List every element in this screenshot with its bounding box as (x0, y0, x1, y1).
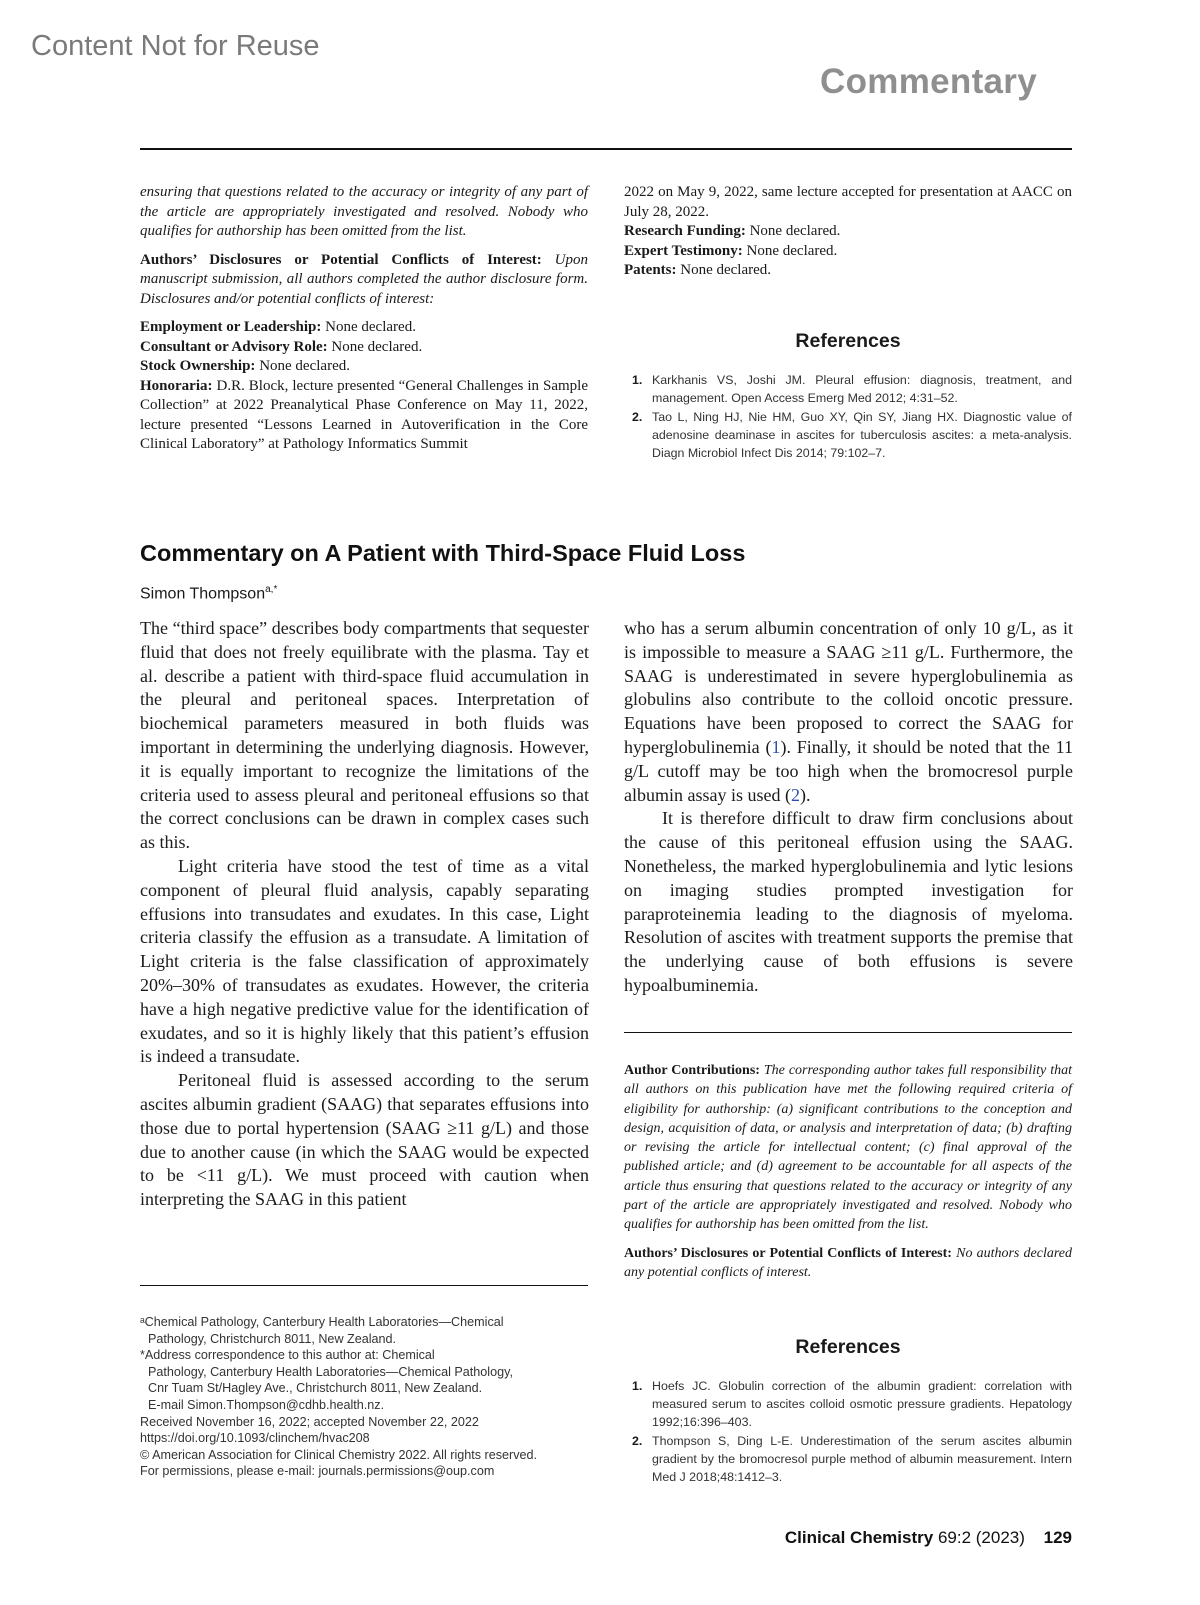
prev-funding (624, 222, 1072, 242)
prev-references-title: References (795, 330, 901, 352)
watermark-text: Content Not for Reuse (31, 30, 320, 62)
citation-link-2[interactable]: 2 (790, 784, 800, 805)
disclosures-label: Authors’ Disclosures or Potential Conflicts of Interest: (624, 1245, 952, 1261)
author-affiliation-marks: a,* (265, 584, 278, 595)
copyright-notice: © American Association for Clinical Chemistry 2022. All rights reserved. (140, 1447, 538, 1462)
prev-article-left-column (140, 183, 588, 455)
paragraph-2: Light criteria have stood the test of time as a vital component of pleural fluid analysis, capably separating effusions into transudates and exudates. In this case, Light criteria classify the effusion as a transudate. A limitation of Light criteria is the false classification of approximately 20%–30% of transudates as exudates. However, the criteria have a high negative predictive value for the identification of exudates, and so it is highly likely that this patient’s effusion is indeed a transudate. (140, 855, 589, 1067)
references-section (624, 1336, 1072, 1487)
reference-text: Thompson S, Ding L-E. Underestimation of the serum ascites albumin gradient by the bromocresol purple method of albumin measurement. Intern Med J 2018;48:1412–3. (652, 1434, 1072, 1484)
page-number: 129 (1043, 1528, 1072, 1547)
author-disclosures (624, 1244, 1072, 1283)
reference-item (624, 371, 1072, 407)
correspondence-email: E-mail Simon.Thompson@cdhb.health.nz. (148, 1397, 385, 1412)
footnotes (140, 1314, 588, 1480)
employment-text: None declared. (325, 319, 416, 335)
prev-honoraria-continued: 2022 on May 9, 2022, same lecture accepted for presentation at AACC on July 28, 2022. (624, 184, 1072, 220)
prev-testimony (624, 242, 1072, 262)
paragraph-3: Peritoneal fluid is assessed according to the serum ascites albumin gradient (SAAG) that separates effusions into those due to portal hypertension (SAAG ≥11 g/L) and those due to another cause (in which the SAAG would be expected to be <11 g/L). We must proceed with caution when interpreting the SAAG in this patient (140, 1070, 589, 1210)
page-footer (785, 1528, 1072, 1548)
prev-patents (624, 261, 1072, 281)
article-author (140, 584, 277, 603)
prev-disclosures (140, 251, 588, 310)
honoraria-label: Honoraria: (140, 377, 213, 394)
reference-number: 1. (632, 1379, 643, 1393)
section-label: Commentary (820, 62, 1037, 101)
paragraph-4-part-a: who has a serum albumin concentration of only 10 g/L, as it is impossible to measure a SAAG ≥11 g/L. Furthermore, the SAAG is underestimated in severe hyperglobulinemia as globulins also contribute to the colloid oncotic pressure. Equations have been proposed to correct the SAAG for hyperglobulinemia ( (624, 618, 1073, 757)
article-body-left (140, 617, 589, 1212)
citation-link-1[interactable]: 1 (771, 736, 781, 757)
consultant-text: None declared. (331, 338, 423, 355)
top-rule (140, 148, 1072, 150)
prev-stock (140, 357, 588, 377)
references-list (624, 1377, 1072, 1486)
paragraph-5: It is therefore difficult to draw firm conclusions about the cause of this peritoneal effusion using the SAAG. Nonetheless, the marked hyperglobulinemia and lytic lesions on imaging studies prompted investigation for paraproteinemia leading to the diagnosis of myeloma. Resolution of ascites with treatment supports the premise that the underlying cause of both effusions is severe hypoalbuminemia. (624, 808, 1073, 995)
employment-label: Employment or Leadership: (140, 319, 322, 335)
honoraria-text: D.R. Block, lecture presented “General Challenges in Sample Collection” at 2022 Preanalytical Phase Conference on May 11, 2022, lecture presented “Lessons Learned in Autoverification in the Core Clinical Laboratory” at Pathology Informatics Summit (140, 377, 588, 452)
references-title: References (795, 1336, 901, 1358)
paragraph-4-part-b: ). Finally, it should be noted that the 11 g/L cutoff may be too high when the bromocresol purple albumin assay is used ( (624, 736, 1073, 805)
paragraph-4-part-c: ). (799, 784, 811, 805)
footnote-divider (140, 1285, 588, 1286)
consultant-label: Consultant or Advisory Role: (140, 338, 328, 355)
testimony-text: None declared. (746, 242, 838, 259)
funding-label: Research Funding: (624, 223, 746, 239)
disclosures-text: No authors declared any potential conflicts of interest. (624, 1245, 1072, 1280)
article-body-right (624, 617, 1073, 998)
correspondence-line: Pathology, Canterbury Health Laboratories—Chemical Pathology, (148, 1364, 513, 1379)
contributions-label: Author Contributions: (624, 1063, 760, 1078)
author-contributions (624, 1061, 1072, 1235)
reference-number: 2. (632, 1434, 643, 1448)
reference-item (624, 1377, 1072, 1431)
paragraph-4 (624, 617, 1073, 807)
received-dates: Received November 16, 2022; accepted November 22, 2022 (140, 1414, 479, 1429)
prev-article-right-column (624, 183, 1072, 281)
author-name: Simon Thompson (140, 585, 266, 603)
paragraph-1: The “third space” describes body compartments that sequester fluid that does not freely equilibrate with the plasma. Tay et al. describe a patient with third-space fluid accumulation in the pleural and peritoneal spaces. Interpretation of biochemical parameters measured in both fluids was important in determining the underlying diagnosis. However, it is equally important to recognize the limitations of the criteria used to assess pleural and peritoneal effusions so that the correct conclusions can be drawn in complex cases such as this. (140, 618, 589, 853)
funding-text: None declared. (749, 223, 841, 239)
stock-label: Stock Ownership: (140, 358, 256, 374)
contributions-text: The corresponding author takes full responsibility that all authors on this publication have met the following required criteria of eligibility for authorship: (a) significant contributions to the conception and design, acquisition of data, or analysis and interpretation of data; (b) drafting or revising the article for intellectual content; (c) final approval of the published article; and (d) agreement to be accountable for all aspects of the article thus ensuring that questions related to the accuracy or integrity of any part of the article are appropriately investigated and resolved. Nobody who qualifies for authorship has been omitted from the list. (624, 1063, 1072, 1233)
prev-disclosures-text: Upon manuscript submission, all authors completed the author disclosure form. Disclosures and/or potential conflicts of interest: (140, 251, 589, 307)
journal-name: Clinical Chemistry (784, 1528, 934, 1547)
reference-item (624, 1432, 1072, 1486)
reference-text: Hoefs JC. Globulin correction of the albumin gradient: correlation with measured serum to ascites colloid osmotic pressure gradients. Hepatology 1992;16:396–403. (652, 1379, 1072, 1429)
prev-consultant (140, 338, 588, 358)
testimony-label: Expert Testimony: (624, 242, 743, 259)
patents-label: Patents: (624, 262, 677, 278)
prev-references-section (624, 330, 1072, 463)
reference-item (624, 408, 1072, 462)
patents-text: None declared. (680, 262, 772, 278)
affiliation-line: Pathology, Christchurch 8011, New Zealand. (148, 1331, 397, 1346)
reference-text: Tao L, Ning HJ, Nie HM, Guo XY, Qin SY, Jiang HX. Diagnostic value of adenosine deaminase in ascites for tuberculosis ascites: a meta-analysis. Diagn Microbiol Infect Dis 2014; 79:102–7. (652, 410, 1072, 460)
contrib-divider (624, 1032, 1072, 1033)
prev-disclosures-label: Authors’ Disclosures or Potential Conflicts of Interest: (140, 251, 542, 268)
affiliation-line: ᵃChemical Pathology, Canterbury Health Laboratories—Chemical (140, 1315, 504, 1329)
correspondence-line: Cnr Tuam St/Hagley Ave., Christchurch 8011, New Zealand. (148, 1381, 483, 1396)
article-title: Commentary on A Patient with Third-Space Fluid Loss (140, 540, 746, 566)
prev-contrib-tail: ensuring that questions related to the accuracy or integrity of any part of the article are appropriately investigated and resolved. Nobody who qualifies for authorship has been omitted from the list. (140, 184, 588, 239)
prev-honoraria (140, 377, 588, 455)
reference-number: 1. (632, 373, 643, 387)
prev-references-list (624, 371, 1072, 462)
stock-text: None declared. (259, 358, 350, 374)
reference-number: 2. (632, 410, 643, 424)
doi-link[interactable]: https://doi.org/10.1093/clinchem/hvac208 (140, 1431, 370, 1446)
prev-employment (140, 318, 588, 338)
permissions-notice: For permissions, please e-mail: journals.permissions@oup.com (140, 1464, 495, 1479)
correspondence-line: *Address correspondence to this author at: Chemical (140, 1348, 435, 1363)
journal-volume: 69:2 (2023) (937, 1528, 1025, 1547)
reference-text: Karkhanis VS, Joshi JM. Pleural effusion: diagnosis, treatment, and management. Open Access Emerg Med 2012; 4:31–52. (652, 373, 1072, 405)
author-contributions-section (624, 1061, 1072, 1282)
